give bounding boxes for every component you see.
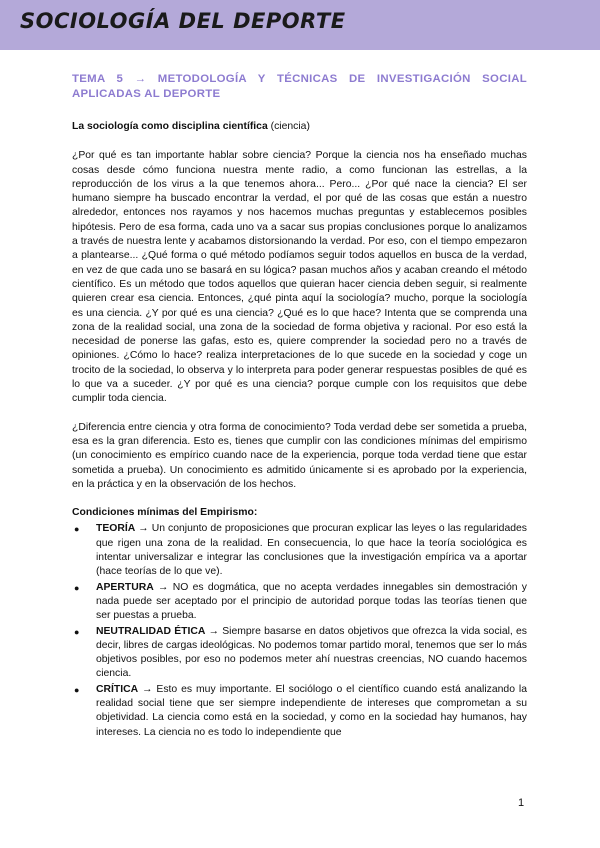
topic-heading: TEMA 5 → METODOLOGÍA Y TÉCNICAS DE INVESTIGACIÓN SOCIAL APLICADAS AL DEPORTE — [72, 73, 527, 100]
list-item-text: → NO es dogmática, que no acepta verdades innegables sin demostración y nada puede ser aceptado por el principio de autoridad porque todas las teorías tienen que ser puestas a prueba. — [96, 581, 527, 622]
paragraph: ¿Diferencia entre ciencia y otra forma de conocimiento? Toda verdad debe ser sometida a prueba, esa es la gran diferencia. Esto es, tienes que cumplir con las condiciones mínimas del empirismo (un conocimiento es empírico cuando nace de la experiencia, porque toda verdad tiene que estar sometida a prueba). Un conocimiento es admitido únicamente si es aprobado por la experiencia, en la práctica y en la observación de los hechos. — [72, 421, 527, 490]
list-item-term: APERTURA — [96, 581, 154, 593]
page-number: 1 — [518, 797, 525, 809]
list-item-text: → Esto es muy importante. El sociólogo o el científico cuando está analizando la realidad social tiene que ser siempre independiente de intereses que comprometan a su objetividad. La ciencia como está en la sociedad, y como en la sociedad hay humanos, hay intereses. La ciencia no es todo lo independiente que — [96, 683, 527, 738]
list-item-text: → Siempre basarse en datos objetivos que ofrezca la vida social, es decir, libres de cargas ideológicas. No podemos tomar partido moral, tenemos que ser lo más objetivos posibles, por eso no podemos meter ahí nuestras creencias, NO cuando hacemos ciencia. — [96, 625, 527, 680]
paragraph: ¿Por qué es tan importante hablar sobre ciencia? Porque la ciencia nos ha enseñado muchas cosas desde cómo funciona nuestra mente radio, a como funcionan las estrellas, a la reproducción de los virus a la que tenemos ahora... Pero... ¿Por qué nace la ciencia? El ser humano siempre ha buscado encontrar la verdad, el por qué de las cosas que están a nuestro alrededor, entonces nos rayamos y nos hacemos muchas preguntas y establecemos posibles hipótesis. Pero de esa forma, cada uno va a sacar sus propias conclusiones porque lo analizamos a través de nuestra lente y acabamos distorsionando la verdad. Por eso, con el tiempo empezaron a plantearse... ¿Qué forma o qué método podíamos seguir todos aquellos en busca de la verdad, en vez de que cada uno se basará en su lógica? pasan muchos años y acaban creando el método científico. Es un método que todos aquellos que quieran hacer ciencia deben seguir, si realmente quieren crear esa ciencia. Entonces, ¿qué pinta aquí la sociología? mucho, porque la sociología es una ciencia. ¿Y por qué es una ciencia? ¿Qué es lo que hace? Intenta que se comprenda una zona de la realidad social, una zona de la sociedad de forma objetiva y racional. Por eso está la necesidad de ponerse las gafas, esto es, quiere comprender la sociedad pero no a través de opiniones. ¿Cómo lo hace? realiza interpretaciones de lo que sucede en la sociedad y coge un trocito de la sociedad, lo observa y lo interpreta para poder generar respuestas posibles de qué es lo que va a suceder. ¿Y por qué es una ciencia? porque cumple con los requisitos que debe cumplir toda ciencia. — [72, 150, 527, 405]
conditions-title: Condiciones mínimas del Empirismo: — [72, 507, 258, 519]
list-item — [74, 581, 527, 624]
section-heading — [72, 120, 527, 134]
list-item — [74, 683, 527, 740]
bullet-icon: ● — [74, 626, 80, 637]
list-item — [74, 625, 527, 682]
page-content — [72, 72, 527, 741]
list-item-term: TEORÍA — [96, 523, 136, 535]
conditions-list — [72, 522, 527, 739]
header-banner — [0, 0, 600, 50]
bullet-icon: ● — [74, 684, 80, 695]
bullet-icon: ● — [74, 524, 80, 535]
list-item — [74, 522, 527, 579]
list-item-term: CRÍTICA — [96, 683, 139, 695]
document-title: SOCIOLOGÍA DEL DEPORTE — [20, 9, 346, 33]
section-heading-bold: La sociología como disciplina científica — [72, 121, 268, 132]
list-item-text: → Un conjunto de proposiciones que procuran explicar las leyes o las regularidades que rigen una zona de la realidad. En consecuencia, lo que hace la teoría sociológica es intentar universalizar e integrar las conclusiones que la investigación empírica va a aportar (hace teorías de lo que ve). — [96, 523, 527, 578]
bullet-icon: ● — [74, 582, 80, 593]
list-item-term: NEUTRALIDAD ÉTICA — [96, 625, 206, 637]
section-heading-rest: (ciencia) — [267, 121, 310, 132]
